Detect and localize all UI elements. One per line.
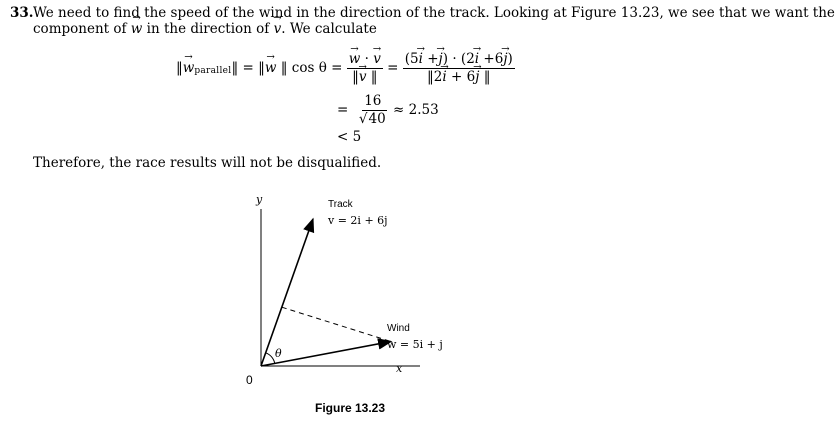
norm-close-3: ‖ <box>483 68 491 85</box>
coef-5: 5 <box>410 50 419 67</box>
track-vector-arrow <box>261 219 313 366</box>
sqrt-symbol: √ <box>358 110 368 127</box>
vector-v-symbol: → v <box>274 21 282 37</box>
intro-text-b: in the direction of <box>146 21 270 37</box>
unit-i-2: → i <box>475 52 479 67</box>
track-equation: v = 2i + 6j <box>328 214 388 227</box>
w-norm-close: ‖ <box>280 60 288 76</box>
eq-sign-1: = <box>242 60 254 76</box>
sqrt-radicand: 40 <box>368 110 386 127</box>
coef-2: 2 <box>466 50 475 67</box>
lhs-norm-close: ‖ <box>231 60 239 76</box>
problem-number-text: 33. <box>10 5 34 21</box>
y-axis-label: y <box>256 193 263 206</box>
theta-label: θ <box>275 347 282 360</box>
eq-sign-2: = <box>331 60 343 76</box>
unit-i-1: → i <box>419 52 423 67</box>
num-v: → v <box>373 52 381 67</box>
parallel-subscript: parallel <box>194 66 232 76</box>
rparen-1: ) <box>442 50 449 67</box>
coef-2b: 2 <box>433 68 443 85</box>
w-norm-open: ‖ <box>258 60 265 76</box>
projection-dashed-line <box>282 307 391 341</box>
unit-j-2: → j <box>503 52 507 67</box>
coef-6b: 6 <box>466 68 476 85</box>
figure-caption: Figure 13.23 <box>315 401 386 415</box>
lparen-1: ( <box>404 50 411 67</box>
plus-1: + <box>427 50 439 67</box>
plus-2: + <box>483 50 495 67</box>
conclusion-text: Therefore, the race results will not be disqualified. <box>33 155 382 171</box>
intro-line-1: We need to find the speed of the wind in the direction of the track. Looking at Figure 13.23, we see that we want the <box>33 5 835 21</box>
lhs-norm-open: ‖ <box>176 60 183 76</box>
wind-label: Wind <box>387 323 410 334</box>
equation-line-3: < 5 <box>337 129 362 145</box>
vector-w-symbol: → w <box>131 21 143 37</box>
rparen-2: ) <box>507 50 513 67</box>
cos-theta: cos θ <box>291 60 327 76</box>
den-norm-close: ‖ <box>370 68 378 85</box>
origin-label: 0 <box>246 373 253 387</box>
num-dot: · <box>364 50 369 67</box>
eq-sign-3: = <box>387 60 399 76</box>
track-label: Track <box>328 199 353 210</box>
norm-open-3: ‖ <box>427 68 434 85</box>
dot-2: · <box>452 50 457 67</box>
lhs-w: → w <box>183 60 195 76</box>
unit-j-1: → j <box>439 52 443 67</box>
intro-text-a: component of <box>33 21 127 37</box>
den-v: → v <box>359 70 367 85</box>
unit-i-3: → i <box>442 70 446 85</box>
unit-j-3: → j <box>475 70 479 85</box>
den-norm-open: ‖ <box>352 68 359 85</box>
coef-6: 6 <box>494 50 504 67</box>
num-w: → w <box>349 52 361 67</box>
approx-value: ≈ 2.53 <box>393 102 439 118</box>
x-axis-label: x <box>396 362 403 375</box>
eq-sign-4: = <box>337 102 349 118</box>
intro-text-c: . We calculate <box>281 21 377 37</box>
w-in-norm: → w <box>265 60 277 76</box>
result-numerator: 16 <box>364 92 382 109</box>
plus-3: + <box>451 68 463 85</box>
theta-angle-arc <box>266 353 275 364</box>
lparen-2: ( <box>460 50 467 67</box>
wind-equation: w = 5i + j <box>387 338 443 351</box>
